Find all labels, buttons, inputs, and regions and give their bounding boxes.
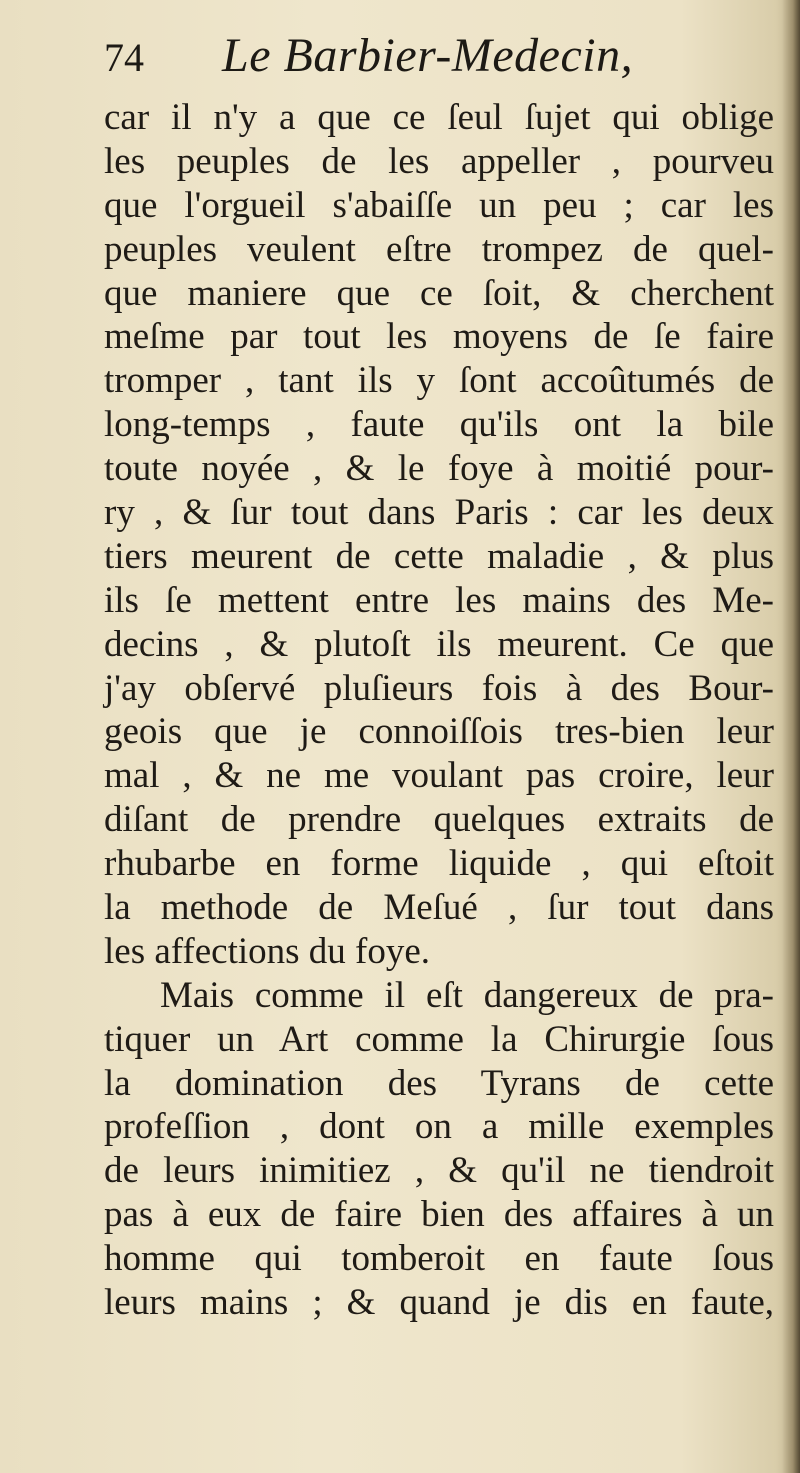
text-line: meſme par tout les moyens de ſe faire	[104, 316, 774, 358]
running-head: Le Barbier-Medecin,	[222, 29, 634, 82]
page-gutter-shadow	[782, 0, 800, 1473]
text-line: geois que je connoiſſois tres-bien leur	[104, 711, 774, 753]
text-line: profeſſion , dont on a mille exemples	[104, 1106, 774, 1148]
text-line: ry , & ſur tout dans Paris : car les deux	[104, 492, 774, 534]
text-line: mal , & ne me voulant pas croire, leur	[104, 755, 774, 797]
text-line: homme qui tomberoit en faute ſous	[104, 1238, 774, 1280]
page-header	[104, 22, 744, 92]
paragraph	[104, 96, 774, 974]
text-line: decins , & plutoſt ils meurent. Ce que	[104, 623, 774, 665]
text-line: pas à eux de faire bien des affaires à un	[104, 1194, 774, 1236]
text-line: la domination des Tyrans de cette	[104, 1062, 774, 1104]
text-line: j'ay obſervé pluſieurs fois à des Bour-	[104, 667, 774, 709]
text-line: rhubarbe en forme liquide , qui eſtoit	[104, 843, 774, 885]
text-line: ils ſe mettent entre les mains des Me-	[104, 579, 774, 621]
text-line: que maniere que ce ſoit, & cherchent	[104, 272, 774, 314]
text-line: les affections du foye.	[104, 930, 431, 972]
text-line: toute noyée , & le foye à moitié pour-	[104, 448, 774, 490]
text-line: peuples veulent eſtre trompez de quel-	[104, 228, 774, 270]
text-line: les peuples de les appeller , pourveu	[104, 140, 774, 182]
text-line: la methode de Meſué , ſur tout dans	[104, 887, 774, 929]
text-line: tromper , tant ils y ſont accoûtumés de	[104, 360, 774, 402]
text-line: leurs mains ; & quand je dis en faute,	[104, 1282, 774, 1324]
text-line: de leurs inimitiez , & qu'il ne tiendroit	[104, 1150, 774, 1192]
page-number: 74	[104, 35, 144, 80]
text-line: diſant de prendre quelques extraits de	[104, 799, 774, 841]
text-line: long-temps , faute qu'ils ont la bile	[104, 404, 774, 446]
text-line: Mais comme il eſt dangereux de pra-	[160, 974, 774, 1016]
text-line: car il n'y a que ce ſeul ſujet qui oblige	[104, 97, 774, 138]
body-text	[104, 96, 774, 1325]
paragraph	[104, 974, 774, 1325]
text-line: tiers meurent de cette maladie , & plus	[104, 535, 774, 577]
text-line: que l'orgueil s'abaiſſe un peu ; car les	[104, 184, 774, 226]
text-line: tiquer un Art comme la Chirurgie ſous	[104, 1018, 774, 1060]
